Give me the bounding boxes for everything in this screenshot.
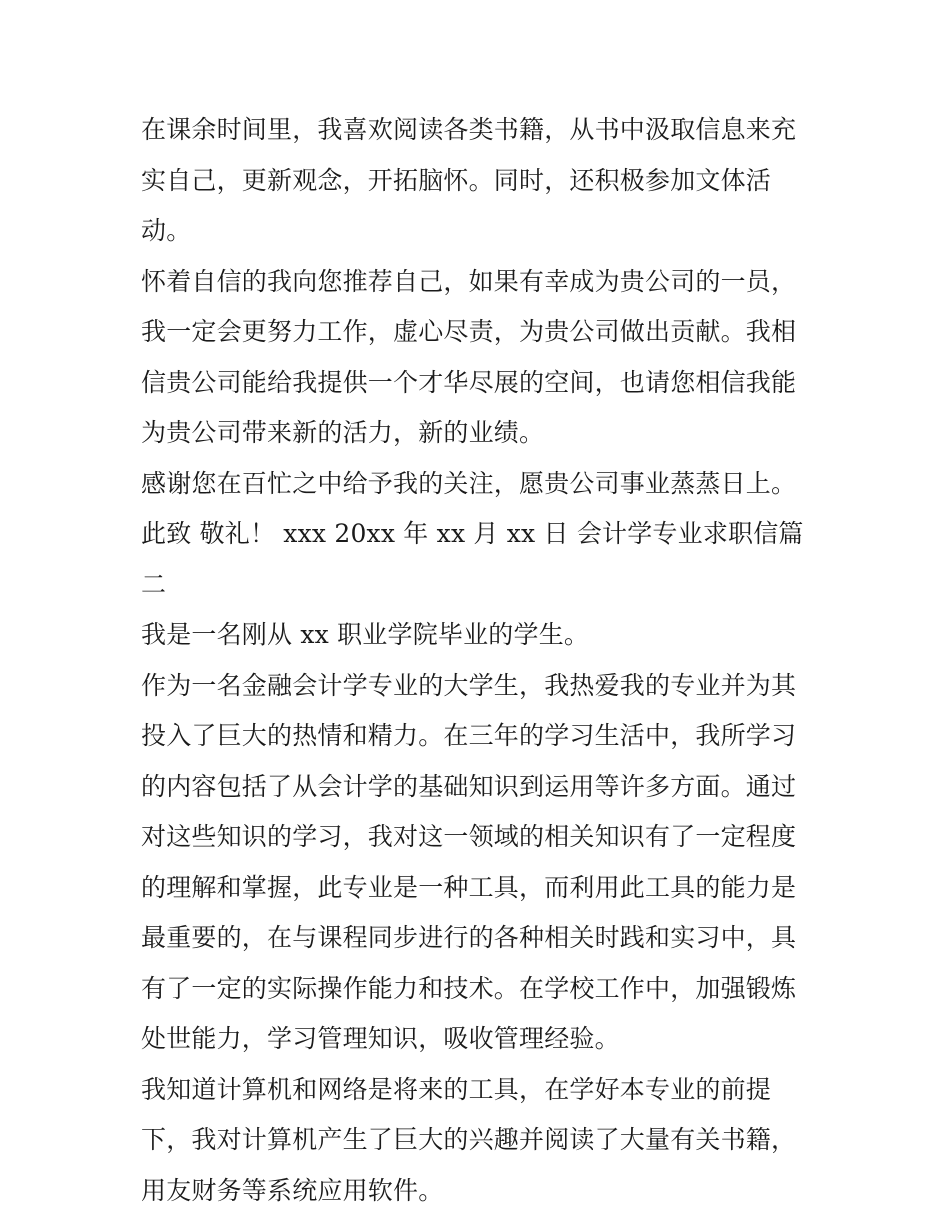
document-body bbox=[141, 105, 821, 1216]
paragraph-spare-time-reading: 在课余时间里，我喜欢阅读各类书籍，从书中汲取信息来充实自己，更新观念，开拓脑怀。同时，还积极参加文体活动。 bbox=[141, 115, 797, 245]
paragraph-intro-graduate: 我是一名刚从 xx 职业学院毕业的学生。 bbox=[141, 620, 590, 649]
paragraph-self-recommendation: 怀着自信的我向您推荐自己，如果有幸成为贵公司的一员，我一定会更努力工作，虚心尽责，为贵公司做出贡献。我相信贵公司能给我提供一个才华尽展的空间，也请您相信我能为贵公司带来新的活力，新的业绩。 bbox=[141, 266, 797, 447]
paragraph-thanks: 感谢您在百忙之中给予我的关注，愿贵公司事业蒸蒸日上。 bbox=[141, 468, 797, 498]
paragraph-computer-skills: 我知道计算机和网络是将来的工具，在学好本专业的前提下，我对计算机产生了巨大的兴趣并阅读了大量有关书籍，用友财务等系统应用软件。 bbox=[141, 1074, 797, 1205]
paragraph-closing-and-title: 此致 敬礼！ xxx 20xx 年 xx 月 xx 日 会计学专业求职信篇二 bbox=[141, 519, 804, 599]
paragraph-major-study: 作为一名金融会计学专业的大学生，我热爱我的专业并为其投入了巨大的热情和精力。在三年的学习生活中，我所学习的内容包括了从会计学的基础知识到运用等许多方面。通过对这些知识的学习，我对这一领域的相关知识有了一定程度的理解和掌握，此专业是一种工具，而利用此工具的能力是最重要的，在与课程同步进行的各种相关时践和实习中，具有了一定的实际操作能力和技术。在学校工作中，加强锻炼处世能力，学习管理知识，吸收管理经验。 bbox=[141, 670, 797, 1053]
